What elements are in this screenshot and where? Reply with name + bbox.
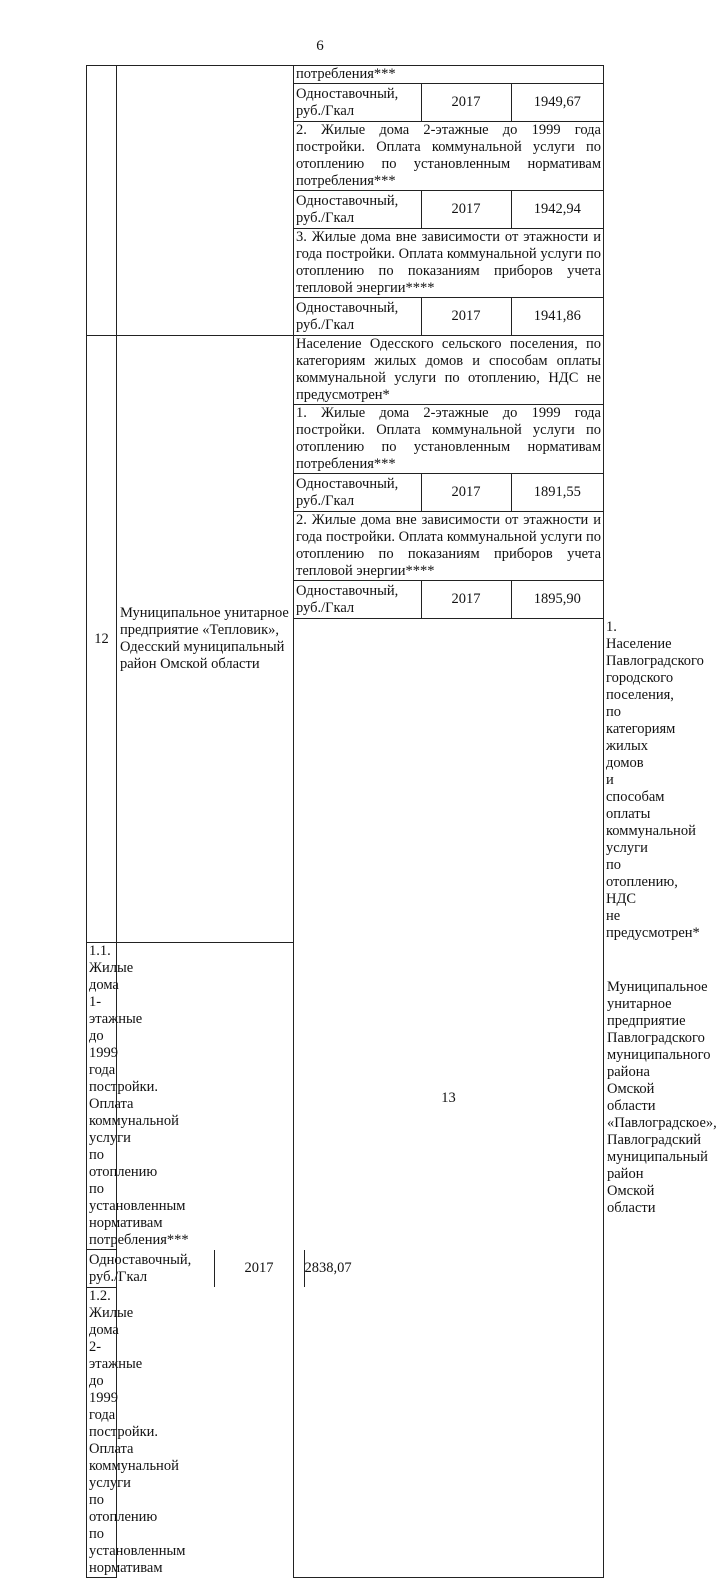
tariff-type: Одноставочный, руб./Гкал: [296, 475, 399, 509]
tariff-type: Одноставочный, руб./Гкал: [89, 1251, 192, 1285]
category-description: 3. Жилые дома вне зависимости от этажности и года постройки. Оплата коммунальной услуги по отоплению по показаниям приборов учета тепловой энергии****: [294, 229, 604, 298]
category-description: 1. Жилые дома 2-этажные до 1999 года постройки. Оплата коммунальной услуги по отоплению по установленным нормативам потребления***: [294, 405, 604, 474]
tariff-row: [294, 191, 604, 229]
tariff-year: 2017: [421, 84, 511, 121]
tariff-row: [294, 474, 604, 512]
tariff-table: потребления*** Одноставочный, руб./Гкал 2017 1949,67 2. Жилые дома 2-этажные до 1999 года постройки. Оплата коммунальной услуги по отоплению по установленным нормативам потребления*** Одноставочный, руб./Гкал 2017 1942,94 3. Жилые дома вне зависимости от этажности и года постройки. Оплата коммунальной услуги по отоплению по показаниям приборов учета тепловой энергии**** Одноставочный, руб./Гкал 2017 1941,86 12 Муниципальное унитарное предприятие «Тепловик», Одесский муниципальный район Омской области Население Одесского сельского поселения, по категориям жилых домов и способам оплаты коммунальной услуги по отоплению, НДС не предусмотрен* 1. Жилые дома 2-этажные до 1999 года постройки. Оплата коммунальной услуги по отоплению по установленным нормативам потребления*** Одноставочный, руб./Гкал 2017 1891,55 2. Жилые дома вне зависимости от этажности и года постройки. Оплата коммунальной услуги по отоплению по показаниям приборов учета тепловой энергии**** Одноставочный, руб./Гкал 2017 1895,90 13 Муниципальное унитарное предприятие Павлоградского муниципального района Омской области «Павлоградское», Павлоградский муниципальный район Омской области 1. Население Павлоградского городского поселения, по категориям жилых домов и способам оплаты коммунальной услуги по отоплению, НДС не предусмотрен* 1.1. Жилые дома 1-этажные до 1999 года постройки. Оплата коммунальной услуги по отоплению по установленным нормативам потребления*** Одноставочный, руб./Гкал 2017 2838,07 1.2. Жилые дома 2-этажные до 1999 года постройки. Оплата коммунальной услуги по отоплению по установленным нормативам: [86, 65, 604, 1578]
category-description: 1.2. Жилые дома 2-этажные до 1999 года постройки. Оплата коммунальной услуги по отоплению по установленным нормативам: [87, 1288, 117, 1578]
category-description: 2. Жилые дома вне зависимости от этажности и года постройки. Оплата коммунальной услуги по отоплению по показаниям приборов учета тепловой энергии****: [294, 512, 604, 581]
row-number: [87, 66, 117, 336]
row-number: 12: [87, 336, 117, 943]
tariff-value: 1941,86: [511, 298, 603, 335]
tariff-year: 2017: [421, 581, 511, 618]
tariff-value: 1891,55: [511, 474, 603, 511]
tariff-year: 2017: [214, 1250, 304, 1287]
tariff-type: Одноставочный, руб./Гкал: [296, 299, 399, 333]
tariff-value: 1942,94: [511, 191, 603, 228]
tariff-type: Одноставочный, руб./Гкал: [296, 582, 399, 616]
tariff-year: 2017: [421, 298, 511, 335]
row-number: 13: [294, 619, 604, 1578]
tariff-type: Одноставочный, руб./Гкал: [296, 85, 399, 119]
tariff-year: 2017: [421, 474, 511, 511]
tariff-year: 2017: [421, 191, 511, 228]
tariff-row: Одноставочный, руб./Гкал 2017 2838,07: [87, 1250, 117, 1288]
category-description: 2. Жилые дома 2-этажные до 1999 года постройки. Оплата коммунальной услуги по отоплению по установленным нормативам потребления***: [294, 122, 604, 191]
tariff-value: 1949,67: [511, 84, 603, 121]
tariff-row: [294, 581, 604, 619]
tariff-row: [294, 298, 604, 336]
tariff-type: Одноставочный, руб./Гкал: [296, 192, 399, 226]
category-description: 1.1. Жилые дома 1-этажные до 1999 года постройки. Оплата коммунальной услуги по отоплению по установленным нормативам потребления***: [87, 943, 117, 1250]
tariff-row: [294, 84, 604, 122]
tariff-value: 1895,90: [511, 581, 603, 618]
organization-name: [117, 66, 294, 336]
page-number: 6: [316, 38, 324, 54]
category-description: потребления***: [294, 66, 604, 84]
organization-name: Муниципальное унитарное предприятие «Тепловик», Одесский муниципальный район Омской области: [117, 336, 294, 943]
category-description: Население Одесского сельского поселения, по категориям жилых домов и способам оплаты коммунальной услуги по отоплению, НДС не предусмотрен*: [294, 336, 604, 405]
